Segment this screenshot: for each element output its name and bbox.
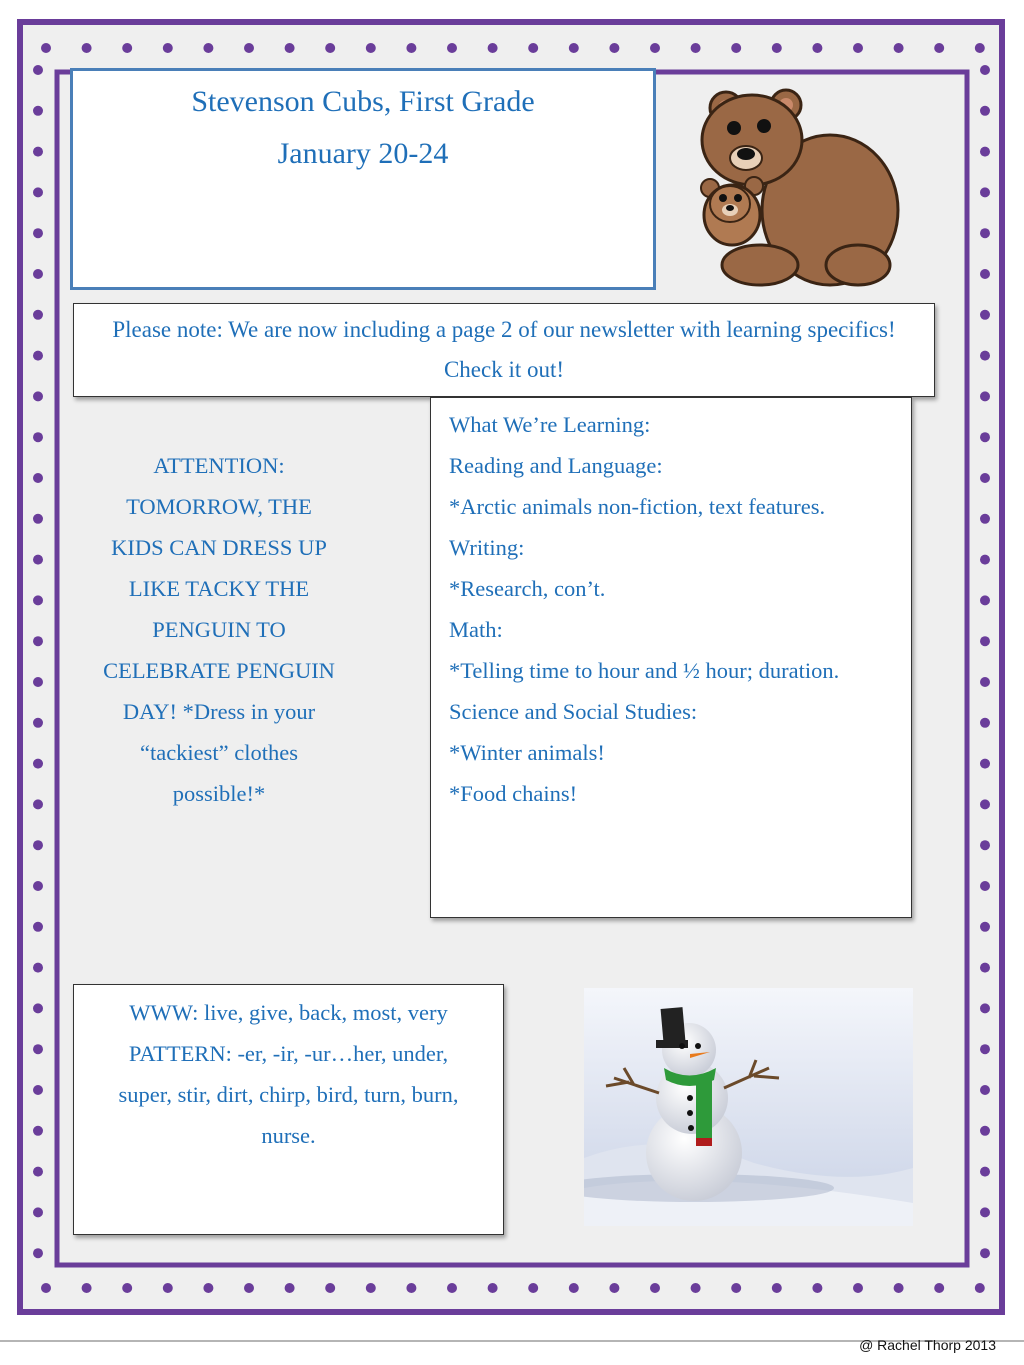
border-dot bbox=[980, 922, 990, 932]
learning-subject: Math: bbox=[449, 617, 503, 642]
border-dot bbox=[650, 43, 660, 53]
border-dot bbox=[325, 1283, 335, 1293]
border-dot bbox=[980, 1126, 990, 1136]
border-dot bbox=[244, 1283, 254, 1293]
border-dot bbox=[980, 555, 990, 565]
border-dot bbox=[406, 1283, 416, 1293]
border-dot bbox=[980, 881, 990, 891]
border-dot bbox=[980, 1044, 990, 1054]
border-dot bbox=[853, 43, 863, 53]
border-dot bbox=[33, 269, 43, 279]
border-dot bbox=[33, 147, 43, 157]
border-dot bbox=[980, 759, 990, 769]
border-dot bbox=[812, 1283, 822, 1293]
border-dot bbox=[812, 43, 822, 53]
border-dot bbox=[488, 1283, 498, 1293]
note-box bbox=[73, 303, 935, 397]
border-dot bbox=[203, 1283, 213, 1293]
border-dot bbox=[731, 1283, 741, 1293]
border-dot bbox=[366, 43, 376, 53]
learning-subject: Science and Social Studies: bbox=[449, 699, 698, 724]
border-dot bbox=[122, 1283, 132, 1293]
border-dot bbox=[528, 43, 538, 53]
border-dot bbox=[33, 187, 43, 197]
border-dot bbox=[980, 473, 990, 483]
attention-line: ATTENTION: bbox=[153, 453, 285, 478]
copyright-text: @ Rachel Thorp 2013 bbox=[859, 1337, 996, 1353]
border-dot bbox=[528, 1283, 538, 1293]
border-dot bbox=[33, 799, 43, 809]
newsletter-date: January 20-24 bbox=[277, 137, 449, 170]
attention-line: PENGUIN TO bbox=[152, 617, 286, 642]
word-wall-line: WWW: live, give, back, most, very bbox=[129, 1000, 448, 1025]
border-dot bbox=[33, 555, 43, 565]
attention-line: CELEBRATE PENGUIN bbox=[103, 658, 335, 683]
attention-line: LIKE TACKY THE bbox=[128, 576, 310, 601]
attention-line: TOMORROW, THE bbox=[126, 494, 312, 519]
learning-heading: What We’re Learning: bbox=[449, 412, 651, 437]
border-dot bbox=[853, 1283, 863, 1293]
border-dot bbox=[569, 43, 579, 53]
border-dot bbox=[731, 43, 741, 53]
border-dot bbox=[980, 718, 990, 728]
border-dot bbox=[447, 43, 457, 53]
border-dot bbox=[33, 1167, 43, 1177]
border-dot bbox=[33, 228, 43, 238]
border-dot bbox=[650, 1283, 660, 1293]
border-dot bbox=[488, 43, 498, 53]
border-dot bbox=[41, 43, 51, 53]
word-wall-box bbox=[73, 984, 504, 1235]
border-dot bbox=[33, 351, 43, 361]
border-dot bbox=[33, 677, 43, 687]
border-dot bbox=[122, 43, 132, 53]
border-dot bbox=[980, 351, 990, 361]
learning-item: *Research, con’t. bbox=[449, 576, 606, 601]
learning-item: *Telling time to hour and ½ hour; duration. bbox=[449, 658, 840, 683]
border-dot bbox=[894, 43, 904, 53]
border-dot bbox=[609, 43, 619, 53]
border-dot bbox=[975, 1283, 985, 1293]
border-dot bbox=[980, 595, 990, 605]
border-dot bbox=[980, 1085, 990, 1095]
border-dot bbox=[980, 514, 990, 524]
border-dot bbox=[82, 1283, 92, 1293]
border-dot bbox=[772, 43, 782, 53]
border-dot bbox=[691, 43, 701, 53]
border-dot bbox=[934, 43, 944, 53]
bear-illustration bbox=[690, 80, 910, 295]
border-dot bbox=[33, 432, 43, 442]
note-text: Please note: We are now including a page 2 of our newsletter with learning specifics! Check it out! bbox=[112, 317, 896, 382]
border-dot bbox=[980, 840, 990, 850]
border-dot bbox=[980, 1003, 990, 1013]
border-dot bbox=[285, 43, 295, 53]
border-dot bbox=[980, 106, 990, 116]
border-dot bbox=[366, 1283, 376, 1293]
border-dot bbox=[691, 1283, 701, 1293]
attention-line: possible!* bbox=[172, 781, 266, 806]
border-dot bbox=[33, 718, 43, 728]
border-dot bbox=[33, 963, 43, 973]
border-dot bbox=[447, 1283, 457, 1293]
border-dot bbox=[609, 1283, 619, 1293]
border-dot bbox=[33, 1248, 43, 1258]
border-dot bbox=[33, 65, 43, 75]
word-wall-line: nurse. bbox=[261, 1123, 316, 1148]
border-dot bbox=[980, 269, 990, 279]
word-wall-line: super, stir, dirt, chirp, bird, turn, burn, bbox=[118, 1082, 459, 1107]
border-dot bbox=[33, 840, 43, 850]
snowman-illustration bbox=[584, 988, 913, 1226]
border-dot bbox=[980, 65, 990, 75]
border-dot bbox=[203, 43, 213, 53]
border-dot bbox=[980, 432, 990, 442]
border-dot bbox=[325, 43, 335, 53]
border-dot bbox=[33, 922, 43, 932]
word-wall-line: PATTERN: -er, -ir, -ur…her, under, bbox=[128, 1041, 449, 1066]
border-dot bbox=[33, 1003, 43, 1013]
border-dot bbox=[33, 1126, 43, 1136]
newsletter-title: Stevenson Cubs, First Grade bbox=[191, 85, 535, 118]
border-dot bbox=[33, 310, 43, 320]
border-dot bbox=[82, 43, 92, 53]
border-dot bbox=[980, 228, 990, 238]
border-dot bbox=[33, 106, 43, 116]
border-dot bbox=[163, 1283, 173, 1293]
border-dot bbox=[33, 595, 43, 605]
border-dot bbox=[244, 43, 254, 53]
border-dot bbox=[980, 636, 990, 646]
learning-subject: Writing: bbox=[449, 535, 525, 560]
learning-box bbox=[430, 397, 912, 918]
border-dot bbox=[285, 1283, 295, 1293]
border-dot bbox=[980, 963, 990, 973]
border-dot bbox=[894, 1283, 904, 1293]
border-dot bbox=[406, 43, 416, 53]
attention-line: DAY! *Dress in your bbox=[122, 699, 316, 724]
border-dot bbox=[569, 1283, 579, 1293]
header-box bbox=[70, 68, 656, 290]
border-dot bbox=[772, 1283, 782, 1293]
attention-line: “tackiest” clothes bbox=[139, 740, 299, 765]
border-dot bbox=[33, 1085, 43, 1095]
border-dot bbox=[33, 473, 43, 483]
border-dot bbox=[980, 799, 990, 809]
border-dot bbox=[980, 147, 990, 157]
border-dot bbox=[33, 881, 43, 891]
learning-item: *Food chains! bbox=[449, 781, 578, 806]
attention-line: KIDS CAN DRESS UP bbox=[111, 535, 327, 560]
border-dot bbox=[33, 1207, 43, 1217]
border-dot bbox=[41, 1283, 51, 1293]
border-dot bbox=[33, 391, 43, 401]
border-dot bbox=[980, 1167, 990, 1177]
border-dot bbox=[980, 677, 990, 687]
border-dot bbox=[33, 759, 43, 769]
attention-notice bbox=[88, 445, 350, 814]
border-dot bbox=[980, 187, 990, 197]
border-dot bbox=[980, 1207, 990, 1217]
border-dot bbox=[980, 310, 990, 320]
learning-subject: Reading and Language: bbox=[449, 453, 663, 478]
learning-item: *Winter animals! bbox=[449, 740, 605, 765]
border-dot bbox=[980, 1248, 990, 1258]
border-dot bbox=[33, 636, 43, 646]
border-dot bbox=[163, 43, 173, 53]
border-dot bbox=[975, 43, 985, 53]
border-dot bbox=[33, 514, 43, 524]
border-dot bbox=[980, 391, 990, 401]
border-dot bbox=[934, 1283, 944, 1293]
learning-item: *Arctic animals non-fiction, text features. bbox=[449, 494, 826, 519]
border-dot bbox=[33, 1044, 43, 1054]
